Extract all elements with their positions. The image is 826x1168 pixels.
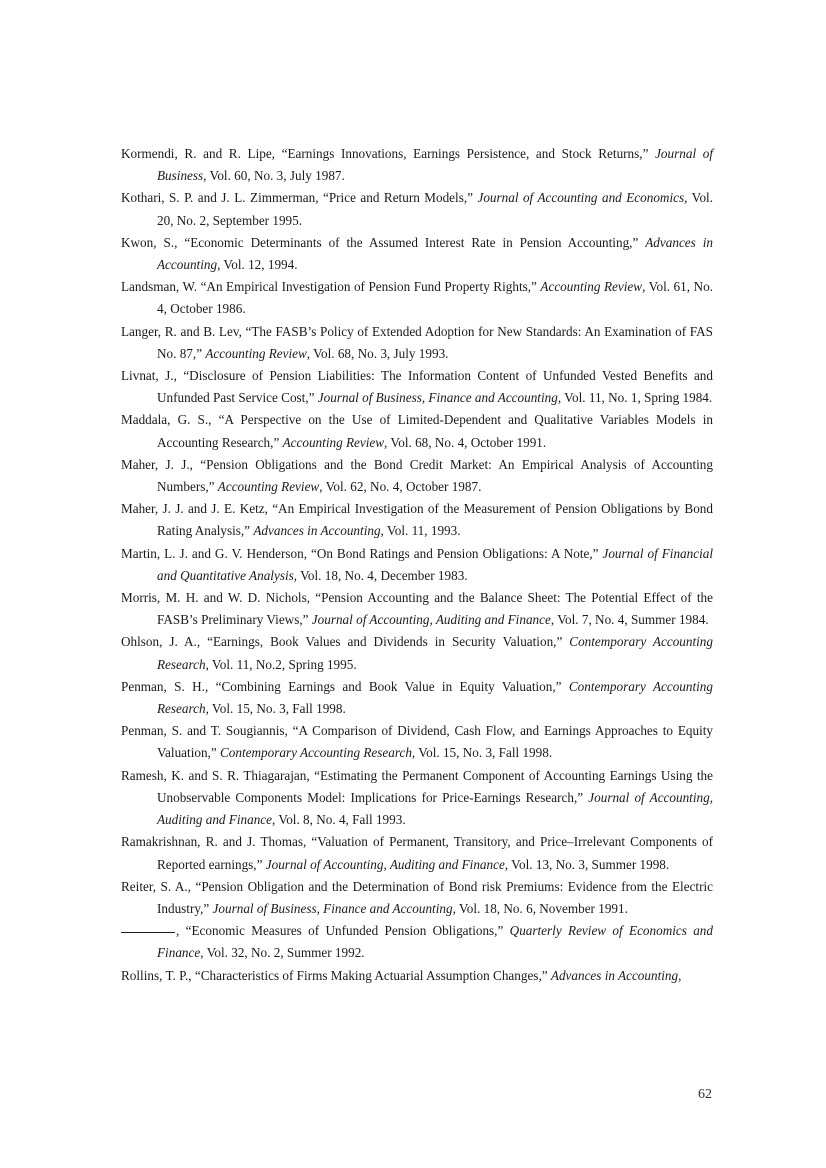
journal-title: Advances in Accounting bbox=[550, 967, 679, 983]
reference-entry bbox=[121, 365, 713, 409]
reference-entry bbox=[121, 276, 713, 320]
journal-title: Journal of Accounting and Economics bbox=[477, 190, 685, 206]
reference-entry bbox=[121, 720, 713, 764]
reference-details: , Vol. 68, No. 4, October 1991. bbox=[384, 434, 547, 450]
reference-text: Penman, S. and T. Sougiannis, “A Comparison of Dividend, Cash Flow, and Earnings Approaches to Equity Valuation,” bbox=[121, 723, 713, 761]
reference-entry bbox=[121, 831, 713, 875]
reference-text: Ohlson, J. A., “Earnings, Book Values and Dividends in Security Valuation,” bbox=[121, 634, 570, 650]
reference-entry bbox=[121, 321, 713, 365]
reference-text: Ramesh, K. and S. R. Thiagarajan, “Estimating the Permanent Component of Accounting Earnings Using the Unobservable Components Model: Implications for Price-Earnings Research,” bbox=[121, 767, 713, 805]
reference-details: , Vol. 11, 1993. bbox=[380, 523, 461, 539]
reference-entry bbox=[121, 876, 713, 920]
reference-text: Livnat, J., “Disclosure of Pension Liabilities: The Information Content of Unfunded Vested Benefits and Unfunded Past Service Cost,” bbox=[121, 368, 713, 406]
reference-entry bbox=[121, 143, 713, 187]
reference-entry bbox=[121, 920, 713, 964]
journal-title: Accounting Review bbox=[217, 479, 320, 495]
reference-details: , Vol. 18, No. 6, November 1991. bbox=[452, 900, 628, 916]
reference-text: Penman, S. H., “Combining Earnings and Book Value in Equity Valuation,” bbox=[121, 678, 569, 694]
reference-text: Landsman, W. “An Empirical Investigation of Pension Fund Property Rights,” bbox=[121, 279, 541, 295]
same-author-dash bbox=[121, 932, 175, 933]
reference-details: , Vol. 20, No. 2, September 1995. bbox=[157, 190, 714, 228]
journal-title: Contemporary Accounting Research bbox=[157, 634, 713, 672]
reference-entry bbox=[121, 765, 713, 832]
reference-details: , Vol. 18, No. 4, December 1983. bbox=[293, 567, 468, 583]
journal-title: Journal of Business bbox=[157, 146, 713, 184]
reference-details: , Vol. 15, No. 3, Fall 1998. bbox=[205, 701, 346, 717]
reference-text: Rollins, T. P., “Characteristics of Firms Making Actuarial Assumption Changes,” bbox=[121, 967, 551, 983]
reference-entry bbox=[121, 498, 713, 542]
reference-text: Ramakrishnan, R. and J. Thomas, “Valuation of Permanent, Transitory, and Price–Irrelevant Components of Reported earnings,” bbox=[121, 834, 713, 872]
journal-title: Contemporary Accounting Research bbox=[220, 745, 412, 761]
reference-text: Kwon, S., “Economic Determinants of the Assumed Interest Rate in Pension Accounting,” bbox=[121, 234, 646, 250]
journal-title: Journal of Business, Finance and Accounting bbox=[317, 390, 558, 406]
journal-title: Accounting Review bbox=[540, 279, 643, 295]
reference-entry bbox=[121, 454, 713, 498]
journal-title: Journal of Accounting, Auditing and Finance bbox=[265, 856, 505, 872]
reference-details: , Vol. 60, No. 3, July 1987. bbox=[203, 168, 345, 184]
reference-entry bbox=[121, 187, 713, 231]
page-number: 62 bbox=[698, 1087, 712, 1102]
reference-entry bbox=[121, 587, 713, 631]
reference-details: , Vol. 61, No. 4, October 1986. bbox=[157, 279, 713, 317]
reference-text: Morris, M. H. and W. D. Nichols, “Pension Accounting and the Balance Sheet: The Potential Effect of the FASB’s Preliminary Views,” bbox=[121, 590, 713, 628]
reference-text: Maddala, G. S., “A Perspective on the Use of Limited-Dependent and Qualitative Variables Models in Accounting Research,” bbox=[121, 412, 713, 450]
reference-entry bbox=[121, 965, 713, 987]
reference-details: , Vol. 13, No. 3, Summer 1998. bbox=[504, 856, 670, 872]
reference-entry bbox=[121, 631, 713, 675]
journal-title: Advances in Accounting bbox=[157, 234, 713, 273]
reference-details: , Vol. 12, 1994. bbox=[217, 257, 298, 273]
reference-details: , bbox=[678, 967, 682, 983]
reference-list bbox=[121, 143, 713, 987]
journal-title: Accounting Review bbox=[282, 434, 385, 450]
reference-text: Kothari, S. P. and J. L. Zimmerman, “Price and Return Models,” bbox=[121, 190, 478, 206]
reference-text: Langer, R. and B. Lev, “The FASB’s Policy of Extended Adoption for New Standards: An Examination of FAS No. 87,” bbox=[121, 323, 713, 361]
reference-entry bbox=[121, 676, 713, 720]
reference-text: Kormendi, R. and R. Lipe, “Earnings Innovations, Earnings Persistence, and Stock Returns,” bbox=[121, 146, 656, 161]
journal-title: Quarterly Review of Economics and Finance bbox=[157, 923, 713, 961]
reference-details: , Vol. 11, No.2, Spring 1995. bbox=[205, 656, 357, 672]
reference-details: , Vol. 15, No. 3, Fall 1998. bbox=[411, 745, 553, 761]
reference-text: Martin, L. J. and G. V. Henderson, “On Bond Ratings and Pension Obligations: A Note,” bbox=[121, 545, 603, 561]
reference-text: , “Economic Measures of Unfunded Pension Obligations,” bbox=[176, 923, 510, 939]
reference-details: , Vol. 11, No. 1, Spring 1984. bbox=[557, 390, 713, 406]
reference-text: Maher, J. J. and J. E. Ketz, “An Empirical Investigation of the Measurement of Pension Obligations by Bond Rating Analysis,” bbox=[121, 501, 713, 539]
reference-details: , Vol. 7, No. 4, Summer 1984. bbox=[550, 612, 709, 628]
journal-title: Accounting Review bbox=[205, 345, 307, 361]
journal-title: Contemporary Accounting Research bbox=[157, 678, 713, 717]
journal-title: Journal of Business, Finance and Accounting bbox=[212, 900, 453, 916]
journal-title: Journal of Financial and Quantitative Analysis bbox=[157, 545, 713, 583]
reference-text: Maher, J. J., “Pension Obligations and the Bond Credit Market: An Empirical Analysis of Accounting Numbers,” bbox=[121, 456, 713, 495]
reference-entry bbox=[121, 232, 713, 276]
reference-entry bbox=[121, 409, 713, 453]
journal-title: Journal of Accounting, Auditing and Finance bbox=[311, 612, 551, 628]
journal-title: Advances in Accounting bbox=[253, 523, 381, 539]
reference-details: , Vol. 32, No. 2, Summer 1992. bbox=[200, 945, 365, 961]
reference-details: , Vol. 62, No. 4, October 1987. bbox=[319, 479, 482, 495]
reference-details: , Vol. 68, No. 3, July 1993. bbox=[306, 345, 449, 361]
reference-details: , Vol. 8, No. 4, Fall 1993. bbox=[272, 812, 406, 828]
journal-title: Journal of Accounting, Auditing and Finance bbox=[157, 789, 713, 828]
reference-text: Reiter, S. A., “Pension Obligation and the Determination of Bond risk Premiums: Evidence from the Electric Industry,” bbox=[121, 878, 713, 916]
reference-entry bbox=[121, 543, 713, 587]
